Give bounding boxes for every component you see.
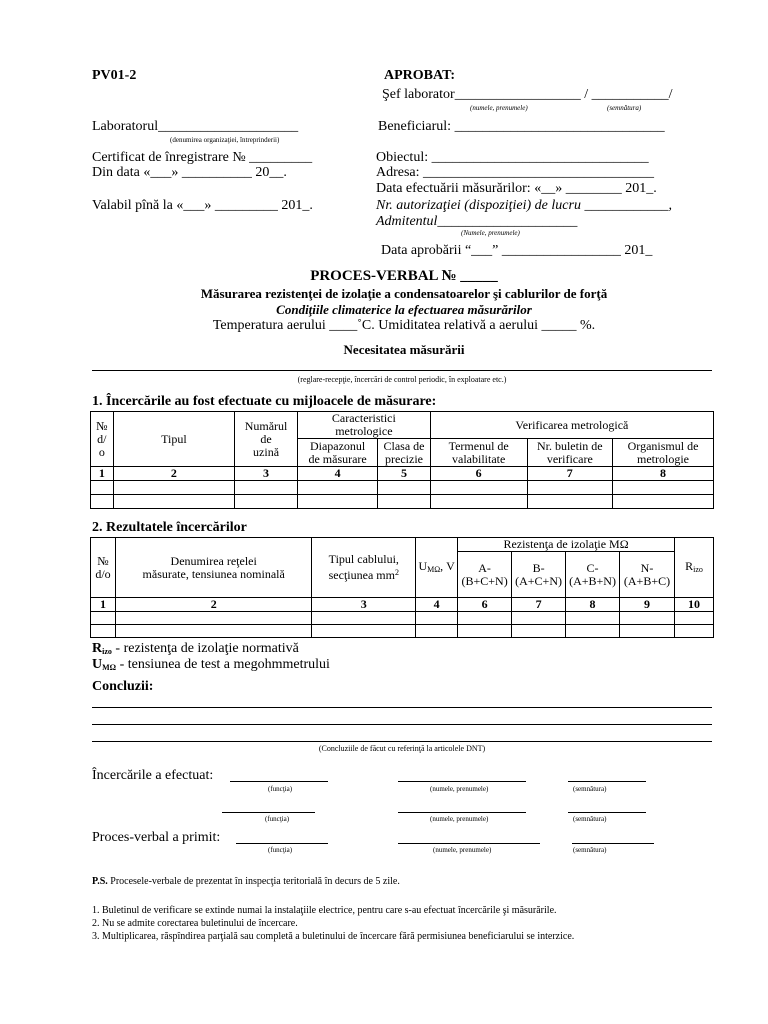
subtitle: Măsurarea rezistenţei de izolaţie a condensatoarelor şi cablurilor de forţă <box>200 286 608 301</box>
col-num: 1 <box>91 598 116 612</box>
column-numbers-row <box>91 598 714 612</box>
col-bulletin-header: Nr. buletin de verificare <box>527 439 612 467</box>
signature-hint: (semnătura) <box>573 846 607 854</box>
names-hint: (numele, prenumele) <box>430 785 489 793</box>
measurement-date-field[interactable]: Data efectuării măsurărilor: «__» ________ 201_. <box>376 181 657 196</box>
lab-head-signature-hint: (semnătura) <box>607 104 642 112</box>
col-r-izo-header: $R_{izo}$ <box>674 538 713 598</box>
laboratory-field[interactable]: Laboratorul____________________ <box>92 119 299 134</box>
ps-note: P.S. Procesele-verbale de prezentat în inspecţia teritorială în decurs de 5 zile. <box>92 876 400 887</box>
tests-performed-label: Încercările a efectuat: <box>92 768 214 783</box>
phase-a-header: A- (B+C+N) <box>458 552 512 598</box>
note-item: 2. Nu se admite corectarea buletinului de încercare. <box>92 918 298 929</box>
admitent-hint: (Numele, prenumele) <box>461 229 520 237</box>
section2-heading: 2. Rezultatele încercărilor <box>92 520 247 535</box>
lab-head-field[interactable]: Şef laborator__________________ / ___________/ <box>382 87 673 102</box>
valid-until-field[interactable]: Valabil pînă la «___» _________ 201_. <box>92 198 313 213</box>
col-cable-header: Tipul cablului, secţiunea $mm^2$ <box>312 538 416 598</box>
col-num: 8 <box>613 467 714 481</box>
col-num: 2 <box>113 467 235 481</box>
phase-b-header: B- (A+C+N) <box>512 552 566 598</box>
necessity-input-line[interactable] <box>92 370 712 371</box>
conclusions-hint: (Concluziile de făcut cu referinţă la articolele DNT) <box>318 744 486 753</box>
received-by-label: Proces-verbal a primit: <box>92 830 221 845</box>
col-factory-number-header: Numărul de uzină <box>235 412 298 467</box>
signature-line[interactable] <box>572 843 654 844</box>
col-num: 5 <box>378 467 431 481</box>
col-num: 6 <box>430 467 527 481</box>
instruments-table <box>90 411 714 509</box>
names-hint: (numele, prenumele) <box>430 815 489 823</box>
col-num: 3 <box>235 467 298 481</box>
temperature-field[interactable]: Temperatura aerului ____˚C. Umiditatea relativă a aerului _____ %. <box>212 318 596 333</box>
signature-hint: (semnătura) <box>573 815 607 823</box>
name-line[interactable] <box>398 843 540 844</box>
page-title: PROCES-VERBAL № _____ <box>310 268 498 284</box>
signature-line[interactable] <box>568 781 646 782</box>
r-izo-legend: $R_{izo}$ - rezistenţa de izolaţie normativă <box>92 641 299 656</box>
phase-n-header: N- (A+B+C) <box>620 552 675 598</box>
name-line[interactable] <box>398 781 526 782</box>
function-hint: (funcţia) <box>268 785 293 793</box>
table-row[interactable] <box>91 625 714 638</box>
signature-line[interactable] <box>568 812 646 813</box>
work-permit-field[interactable]: Nr. autorizaţiei (dispoziţiei) de lucru ____________, <box>376 198 672 213</box>
lab-head-names-hint: (numele, prenumele) <box>470 104 528 112</box>
col-validity-header: Termenul de valabilitate <box>430 439 527 467</box>
conclusions-heading: Concluzii: <box>92 679 154 694</box>
admitent-field[interactable]: Admitentul____________________ <box>376 214 578 229</box>
necessity-hint: (reglare-recepţie, încercări de control periodic, în exploatare etc.) <box>297 375 507 384</box>
laboratory-hint: (denumirea organizaţiei, întreprinderii) <box>170 136 280 144</box>
col-test-voltage-header: $U_{M\Omega}$, V <box>416 538 458 598</box>
col-num: 7 <box>512 598 566 612</box>
note-item: 3. Multiplicarea, răspîndirea parţială sau completă a buletinului de încercare fără permisiunea beneficiarului se interzice. <box>92 931 575 942</box>
metrological-verification-header: Verificarea metrologică <box>430 412 713 439</box>
col-num: 4 <box>297 467 377 481</box>
col-num: 1 <box>91 467 114 481</box>
approved-label: APROBAT: <box>384 68 456 83</box>
col-num: 4 <box>416 598 458 612</box>
necessity-heading: Necesitatea măsurării <box>343 342 465 357</box>
function-hint: (funcţia) <box>268 846 293 854</box>
col-organism-header: Organismul de metrologie <box>613 439 714 467</box>
col-number-header: № d/o <box>91 538 116 598</box>
conclusions-line[interactable] <box>92 724 712 725</box>
function-line[interactable] <box>230 781 328 782</box>
document-code: PV01-2 <box>92 68 137 83</box>
insulation-resistance-header: Rezistenţa de izolaţie MΩ <box>458 538 675 552</box>
section1-heading: 1. Încercările au fost efectuate cu mijloacele de măsurare: <box>92 394 437 409</box>
function-hint: (funcţia) <box>265 815 290 823</box>
table-row[interactable] <box>91 481 714 495</box>
conclusions-line[interactable] <box>92 707 712 708</box>
col-num: 8 <box>566 598 620 612</box>
names-hint: (numele, prenumele) <box>433 846 492 854</box>
signature-hint: (semnătura) <box>573 785 607 793</box>
col-network-header: Denumirea reţelei măsurate, tensiunea nominală <box>115 538 311 598</box>
col-num: 9 <box>620 598 675 612</box>
col-num: 6 <box>458 598 512 612</box>
certificate-date-field[interactable]: Din data «___» __________ 20__. <box>92 165 287 180</box>
approval-date-field[interactable]: Data aprobării “___” _________________ 201_ <box>381 243 653 258</box>
object-field[interactable]: Obiectul: _______________________________ <box>376 150 649 165</box>
note-item: 1. Buletinul de verificare se extinde numai la instalaţiile electrice, pentru care s-au efectuat încercările şi măsurările. <box>92 905 557 916</box>
table-row[interactable] <box>91 612 714 625</box>
beneficiary-field[interactable]: Beneficiarul: ______________________________ <box>378 119 665 134</box>
metrological-characteristics-header: Caracteristici metrologice <box>297 412 430 439</box>
climate-heading: Condiţiile climaterice la efectuarea măsurărilor <box>276 302 532 317</box>
results-table <box>90 537 714 638</box>
function-line[interactable] <box>222 812 315 813</box>
col-num: 7 <box>527 467 612 481</box>
certificate-field[interactable]: Certificat de înregistrare № _________ <box>92 150 313 165</box>
col-num: 2 <box>115 598 311 612</box>
conclusions-line[interactable] <box>92 741 712 742</box>
phase-c-header: C- (A+B+N) <box>566 552 620 598</box>
col-type-header: Tipul <box>113 412 235 467</box>
name-line[interactable] <box>398 812 526 813</box>
col-range-header: Diapazonul de măsurare <box>297 439 377 467</box>
col-class-header: Clasa de precizie <box>378 439 431 467</box>
col-num: 3 <box>312 598 416 612</box>
function-line[interactable] <box>236 843 328 844</box>
u-legend: $U_{M\Omega}$ - tensiunea de test a megohmmetrului <box>92 657 330 672</box>
address-field[interactable]: Adresa: _________________________________ <box>376 165 655 180</box>
col-num: 10 <box>674 598 713 612</box>
column-numbers-row <box>91 467 714 481</box>
col-number-header: № d/ o <box>91 412 114 467</box>
table-row[interactable] <box>91 495 714 509</box>
